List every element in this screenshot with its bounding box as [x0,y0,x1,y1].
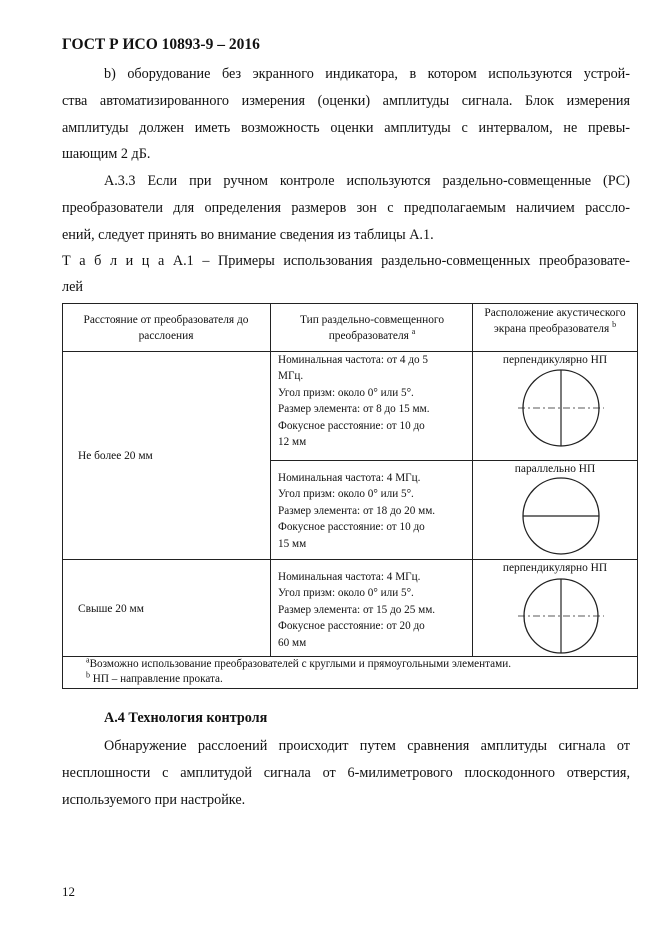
table-footnote-a-text: Возможно использование преобразователей с круглыми и прямоугольными элементами. [89,658,511,670]
screen-label-3: перпендикулярно НП [502,562,608,574]
type-1-line-3: Угол призм: около 0° или 5°. [278,386,414,399]
type-3-line-5: 60 мм [278,636,307,649]
footnote-mark-a: а [411,327,416,337]
distance-cell-1: Не более 20 мм [78,450,153,462]
section-a4-title: А.4 Технология контроля [104,710,268,726]
screen-label-2: параллельно НП [514,463,596,475]
table-footnote-b [86,670,223,685]
table-footnote-a-mark: а [86,655,90,665]
perpendicular-screen-diagram-1 [516,369,606,449]
table-header-screen [476,305,634,337]
type-2-line-1: Номинальная частота: 4 МГц. [278,472,421,484]
table-caption-line-2: лей [62,279,83,295]
para-b-line-3: амплитуды должен иметь возможность оценки амплитуды с интервалом, не превы- [62,120,630,136]
table-footnote-b-mark: b [86,670,90,680]
type-2-line-4: Фокусное расстояние: от 10 до [278,521,425,534]
perpendicular-screen-diagram-2 [516,577,606,657]
table-top-border [62,303,638,304]
para-a33-line-3: ений, следует принять во внимание сведения из таблицы А.1. [62,227,434,243]
table-caption-line-1: Т а б л и ц а А.1 – Примеры использования раздельно-совмещенных преобразовате- [62,253,630,269]
table-col-divider-2 [472,303,473,656]
table-header-distance-text: Расстояние от преобразователя до расслоения [83,314,249,342]
parallel-screen-diagram [516,477,606,557]
section-a4-line-2: несплошности с амплитудой сигнала от 6-милиметрового плоскодонного отверстия, [62,765,630,781]
para-b-line-2: ства автоматизированного измерения (оценки) амплитуды сигнала. Блок измерения [62,93,630,109]
table-right-border [637,303,638,688]
type-1-line-4: Размер элемента: от 8 до 15 мм. [278,403,430,416]
type-1-line-5: Фокусное расстояние: от 10 до [278,419,425,432]
distance-cell-2: Свыше 20 мм [78,603,144,615]
para-b-line-1: b) оборудование без экранного индикатора, в котором используются устрой- [104,66,630,82]
type-cell-3 [278,569,470,651]
type-2-line-2: Угол призм: около 0° или 5°. [278,488,414,501]
table-footnote-b-text: НП – направление проката. [92,673,223,685]
screen-label-1: перпендикулярно НП [502,354,608,366]
page-number: 12 [62,884,75,899]
para-b-line-4: шающим 2 дБ. [62,146,151,162]
para-a33-line-1: А.3.3 Если при ручном контроле используются раздельно-совмещенные (РС) [104,173,630,189]
para-a33-line-2: преобразователи для определения размеров зон с предполагаемым наличием рассло- [62,200,630,216]
section-a4-line-1: Обнаружение расслоений происходит путем сравнения амплитуды сигнала от [104,738,630,754]
table-col-divider-1 [270,303,271,656]
table-footnote-a [86,655,511,670]
table-bottom-border [62,688,638,689]
footnote-mark-b: b [612,320,617,330]
table-header-screen-text: Расположение акустического экрана преобразователя [484,307,626,335]
type-3-line-2: Угол призм: около 0° или 5°. [278,587,414,600]
table-left-border [62,303,63,688]
table-header-distance [64,312,268,344]
type-cell-1 [278,352,470,450]
section-a4-line-3: используемого при настройке. [62,792,246,808]
type-3-line-1: Номинальная частота: 4 МГц. [278,571,421,583]
type-3-line-4: Фокусное расстояние: от 20 до [278,620,425,633]
type-cell-2 [278,470,470,552]
type-2-line-5: 15 мм [278,537,307,550]
type-3-line-3: Размер элемента: от 15 до 25 мм. [278,603,436,616]
type-1-line-2: МГц. [278,370,304,383]
table-header-type-text: Тип раздельно-совмещенного преобразователя [299,314,445,342]
type-1-line-1: Номинальная частота: от 4 до 5 [278,354,428,366]
type-2-line-3: Размер элемента: от 18 до 20 мм. [278,504,436,517]
type-1-line-6: 12 мм [278,436,307,449]
document-header: ГОСТ Р ИСО 10893-9 – 2016 [62,36,260,53]
table-header-type [282,312,462,344]
